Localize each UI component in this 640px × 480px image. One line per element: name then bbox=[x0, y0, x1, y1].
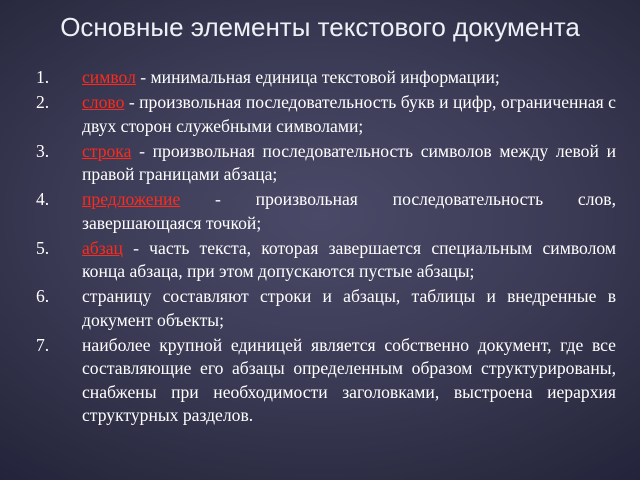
slide-title: Основные элементы текстового документа bbox=[60, 12, 580, 42]
item-number: 1. bbox=[36, 67, 50, 87]
list-item bbox=[36, 140, 616, 187]
term-link[interactable]: абзац bbox=[82, 237, 123, 258]
item-number: 4. bbox=[36, 189, 50, 209]
item-text: наиболее крупной единицей является собственно документ, где все составляющие его абзацы определенным образом структурированы, снабжены при необходимости заголовками, выстроена иерархия структурных разделов. bbox=[82, 334, 616, 425]
list-item bbox=[36, 334, 616, 428]
definition-list bbox=[36, 66, 616, 429]
list-item bbox=[36, 91, 616, 138]
item-number: 7. bbox=[36, 334, 50, 355]
item-text: - произвольная последовательность букв и цифр, ограниченная с двух сторон служебными символами; bbox=[82, 92, 616, 136]
item-text: страницу составляют строки и абзацы, таблицы и внедренные в документ объекты; bbox=[82, 286, 616, 330]
item-text: - часть текста, которая завершается специальным символом конца абзаца, при этом допускаются пустые абзацы; bbox=[82, 237, 616, 281]
list-item bbox=[36, 66, 616, 90]
item-number: 2. bbox=[36, 92, 50, 112]
term-link[interactable]: строка bbox=[82, 140, 132, 161]
item-number: 3. bbox=[36, 140, 50, 161]
list-item bbox=[36, 237, 616, 284]
list-item bbox=[36, 188, 616, 235]
term-link[interactable]: символ bbox=[82, 67, 136, 87]
item-text: - произвольная последовательность символов между левой и правой границами абзаца; bbox=[82, 140, 616, 184]
item-number: 5. bbox=[36, 237, 50, 258]
term-link[interactable]: слово bbox=[82, 92, 125, 112]
item-text: - минимальная единица текстовой информации; bbox=[135, 67, 500, 87]
term-link[interactable]: предложение bbox=[82, 189, 181, 209]
item-text: - произвольная последовательность слов, завершающаяся точкой; bbox=[82, 189, 616, 233]
item-number: 6. bbox=[36, 286, 50, 306]
list-item bbox=[36, 285, 616, 332]
